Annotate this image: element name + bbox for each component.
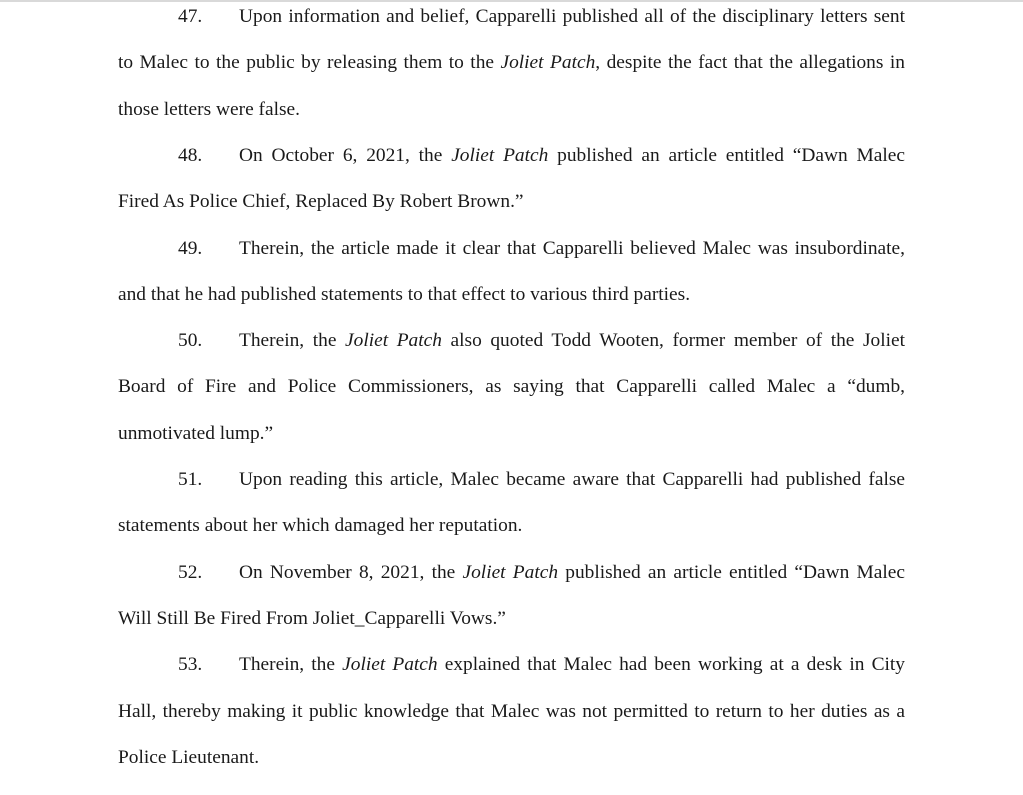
text-run: Upon reading this article, Malec became aware that Capparelli had published false xyxy=(239,469,905,490)
paragraph-number: 47. xyxy=(178,6,203,27)
text-run: Board of Fire and Police Commissioners, as saying that Capparelli called Malec a “dumb, xyxy=(118,376,905,398)
paragraph-number: 50. xyxy=(178,330,203,352)
paragraph-first-line xyxy=(178,468,905,492)
text-run: explained that Malec had been working at a desk in City xyxy=(437,654,905,676)
paragraph-number: 49. xyxy=(178,237,203,259)
text-run: published an article entitled “Dawn Malec xyxy=(548,144,905,166)
text-run: statements about her which damaged her reputation. xyxy=(118,515,523,537)
paragraph-first-line xyxy=(178,5,905,29)
text-run: Therein, the xyxy=(239,330,346,352)
paragraph-line xyxy=(118,283,905,307)
italic-publication-name: Joliet Patch xyxy=(342,654,438,676)
paragraph-line xyxy=(118,51,905,75)
paragraph-first-line xyxy=(178,144,905,168)
text-run: Therein, the article made it clear that Capparelli believed Malec was insubordinate, xyxy=(239,237,905,259)
paragraph-first-line xyxy=(178,329,905,353)
italic-publication-name: Joliet Patch xyxy=(345,330,442,352)
paragraph-line xyxy=(118,190,905,214)
paragraph-number: 52. xyxy=(178,561,203,583)
paragraph-line xyxy=(118,700,905,724)
italic-publication-name: Joliet Patch xyxy=(500,52,596,74)
text-run: Fired As Police Chief, Replaced By Robert Brown.” xyxy=(118,191,524,213)
text-run: unmotivated lump.” xyxy=(118,422,274,444)
paragraph-line xyxy=(118,98,905,122)
paragraph-first-line xyxy=(178,653,905,677)
paragraph-number: 48. xyxy=(178,144,203,166)
italic-publication-name: Joliet Patch xyxy=(462,561,559,583)
page-top-border xyxy=(0,0,1023,2)
text-run: On November 8, 2021, the xyxy=(239,561,463,583)
text-run: Therein, the xyxy=(239,654,343,676)
text-run: published an article entitled “Dawn Malec xyxy=(558,561,906,583)
text-run: also quoted Todd Wooten, former member of the Joliet xyxy=(441,330,905,352)
text-run: Will Still Be Fired From Joliet_Capparelli Vows.” xyxy=(118,607,506,629)
italic-publication-name: Joliet Patch xyxy=(451,144,549,166)
paragraph-number: 51. xyxy=(178,469,203,490)
text-run: to Malec to the public by releasing them to the xyxy=(118,52,501,74)
paragraph-first-line xyxy=(178,561,905,585)
text-run: On October 6, 2021, the xyxy=(239,144,452,166)
text-run: Hall, thereby making it public knowledge that Malec was not permitted to return to her duties as a xyxy=(118,700,905,722)
paragraph-line xyxy=(118,607,905,631)
paragraph-line xyxy=(118,514,905,538)
text-run: those letters were false. xyxy=(118,98,300,120)
paragraph-first-line xyxy=(178,237,905,261)
paragraph-line xyxy=(118,746,905,770)
paragraph-line xyxy=(118,422,905,446)
paragraph-line xyxy=(118,375,905,399)
paragraph-number: 53. xyxy=(178,654,203,676)
text-run: and that he had published statements to that effect to various third parties. xyxy=(118,283,691,305)
text-run: Police Lieutenant. xyxy=(118,746,260,768)
text-run: Upon information and belief, Capparelli published all of the disciplinary letters sent xyxy=(239,6,905,27)
text-run: , despite the fact that the allegations in xyxy=(595,52,905,74)
